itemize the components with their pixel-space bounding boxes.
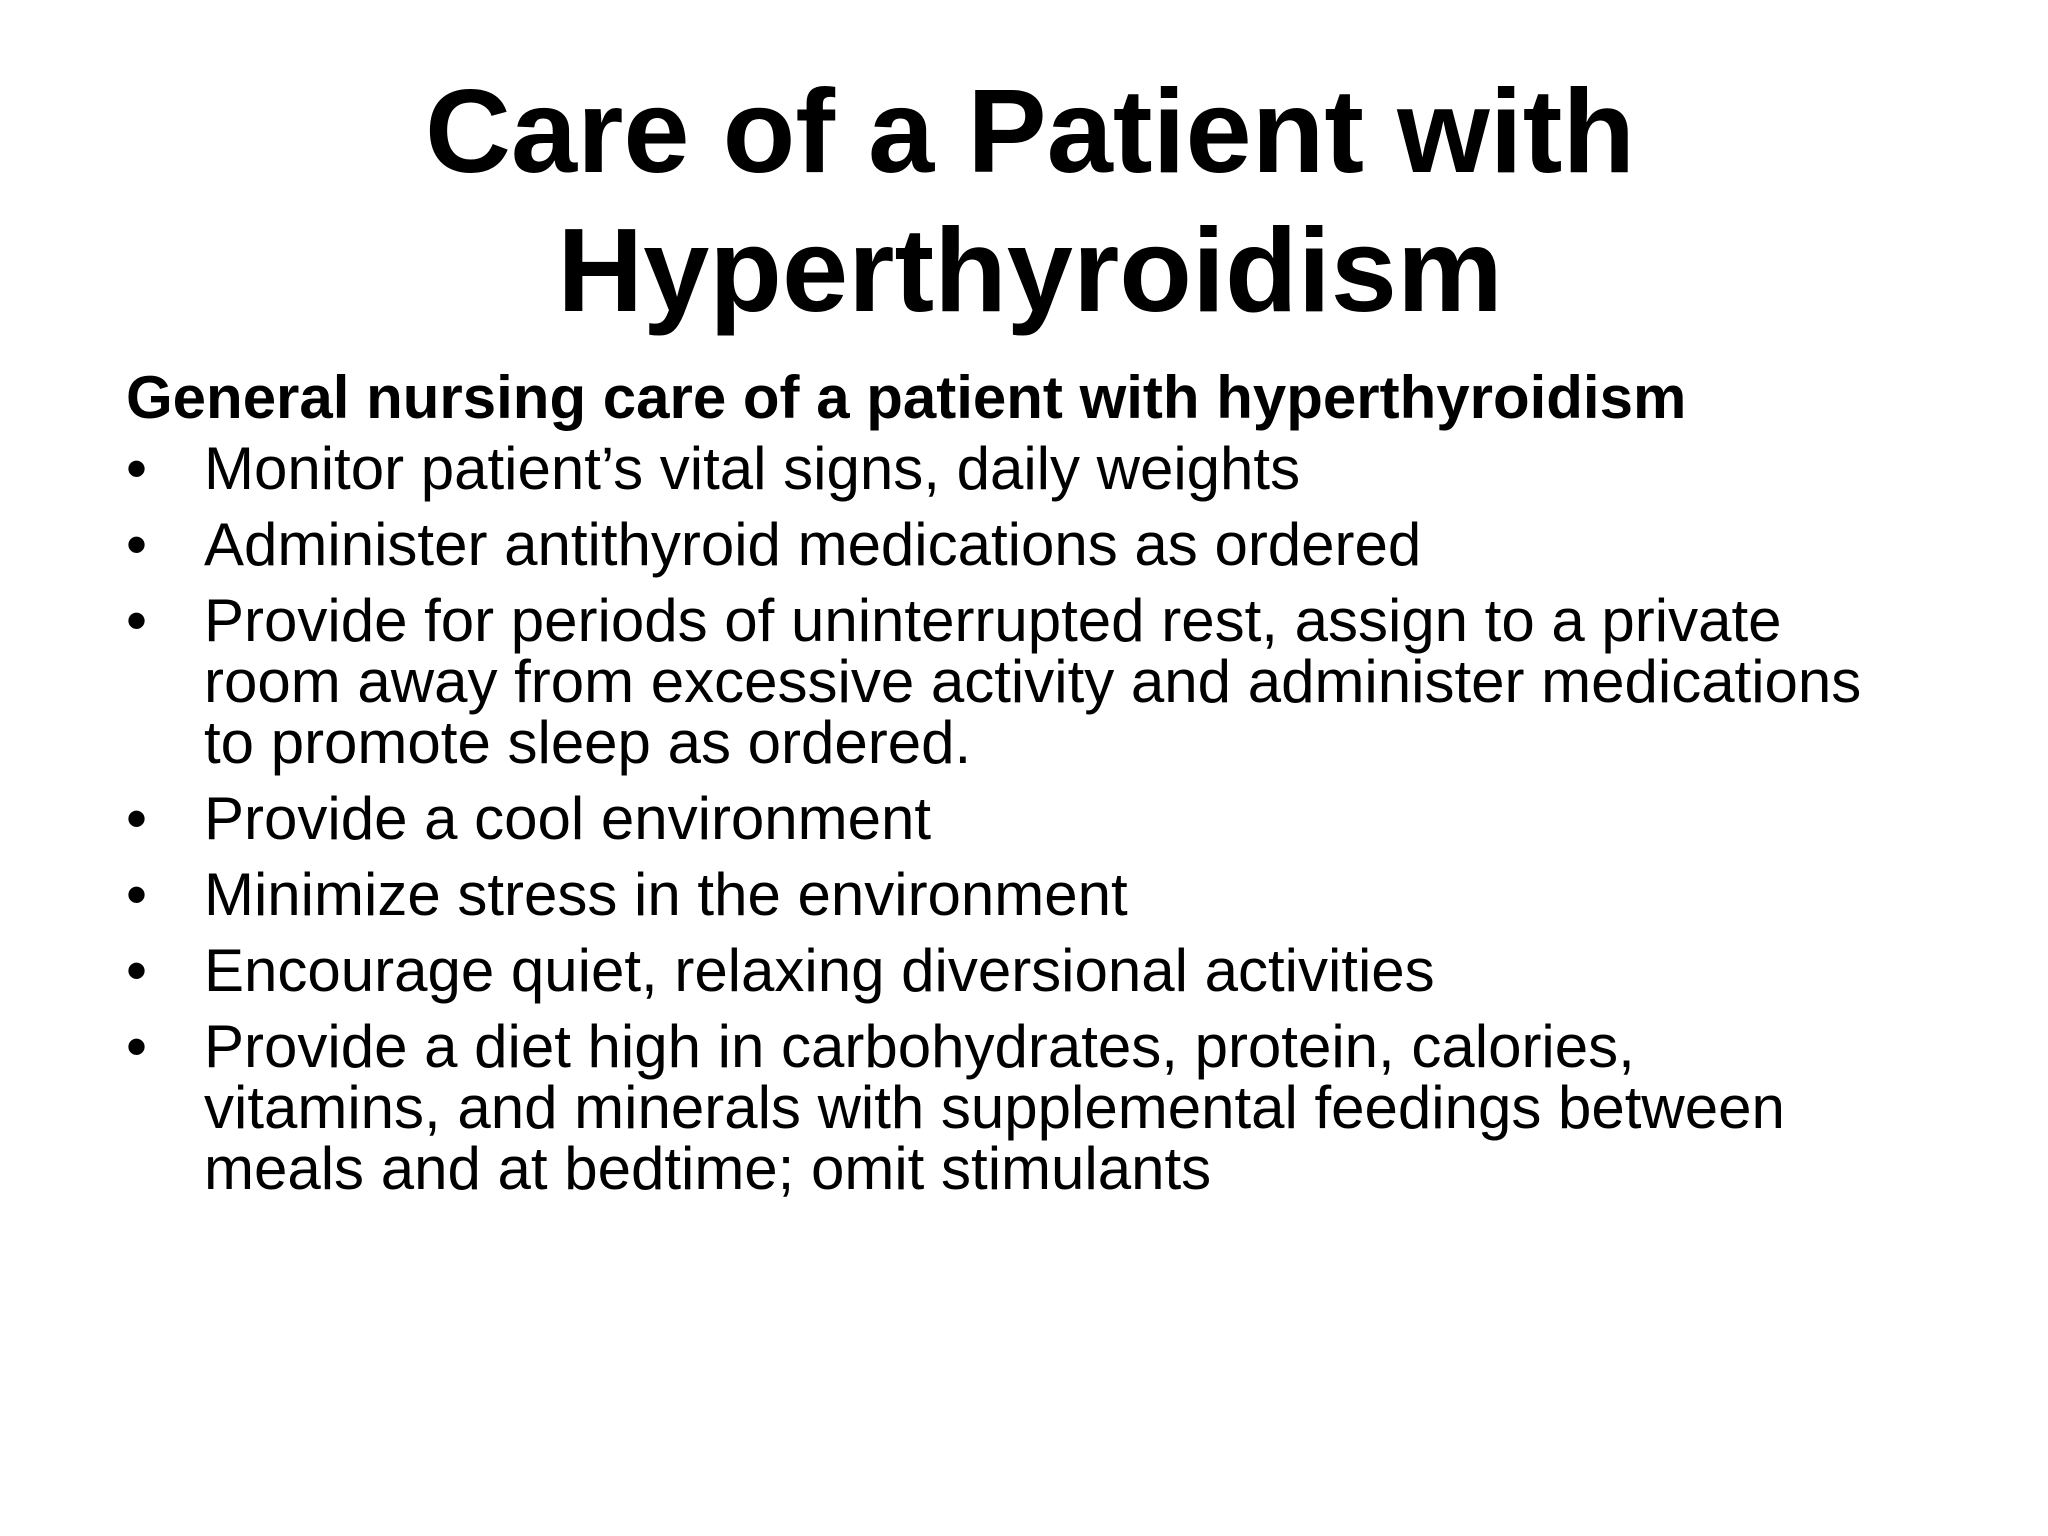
bullet-text: Provide a cool environment (204, 785, 932, 852)
bullet-text: Minimize stress in the environment (204, 861, 1128, 928)
bullet-marker: • (126, 587, 148, 654)
bullet-text: Encourage quiet, relaxing diversional activities (204, 937, 1435, 1004)
bullet-text: Provide for periods of uninterrupted rest, assign to a private room away from excessive activity and administer medications to promote sleep as ordered. (204, 587, 1862, 776)
bullet-item (126, 587, 1926, 776)
bullet-item (126, 511, 1926, 578)
bullet-marker: • (126, 785, 148, 852)
bullet-text: Provide a diet high in carbohydrates, protein, calories, vitamins, and minerals with supplemental feedings between meals and at bedtime; omit stimulants (204, 1013, 1785, 1202)
bullet-text: Administer antithyroid medications as ordered (204, 511, 1422, 578)
bullet-marker: • (126, 937, 148, 1004)
slide-title-line-2: Hyperthyroidism (557, 204, 1503, 337)
slide-subheading: General nursing care of a patient with hyperthyroidism (126, 364, 1687, 431)
slide-body (126, 362, 1926, 1214)
bullet-text: Monitor patient’s vital signs, daily weights (204, 435, 1301, 502)
bullet-item (126, 785, 1926, 852)
bullet-list (126, 435, 1926, 1202)
slide-title-line-1: Care of a Patient with (424, 65, 1636, 198)
slide-title (240, 62, 1820, 340)
bullet-item (126, 937, 1926, 1004)
bullet-marker: • (126, 861, 148, 928)
bullet-item (126, 861, 1926, 928)
bullet-marker: • (126, 1013, 148, 1080)
bullet-item (126, 435, 1926, 502)
bullet-marker: • (126, 511, 148, 578)
bullet-item (126, 1013, 1926, 1202)
bullet-marker: • (126, 435, 148, 502)
